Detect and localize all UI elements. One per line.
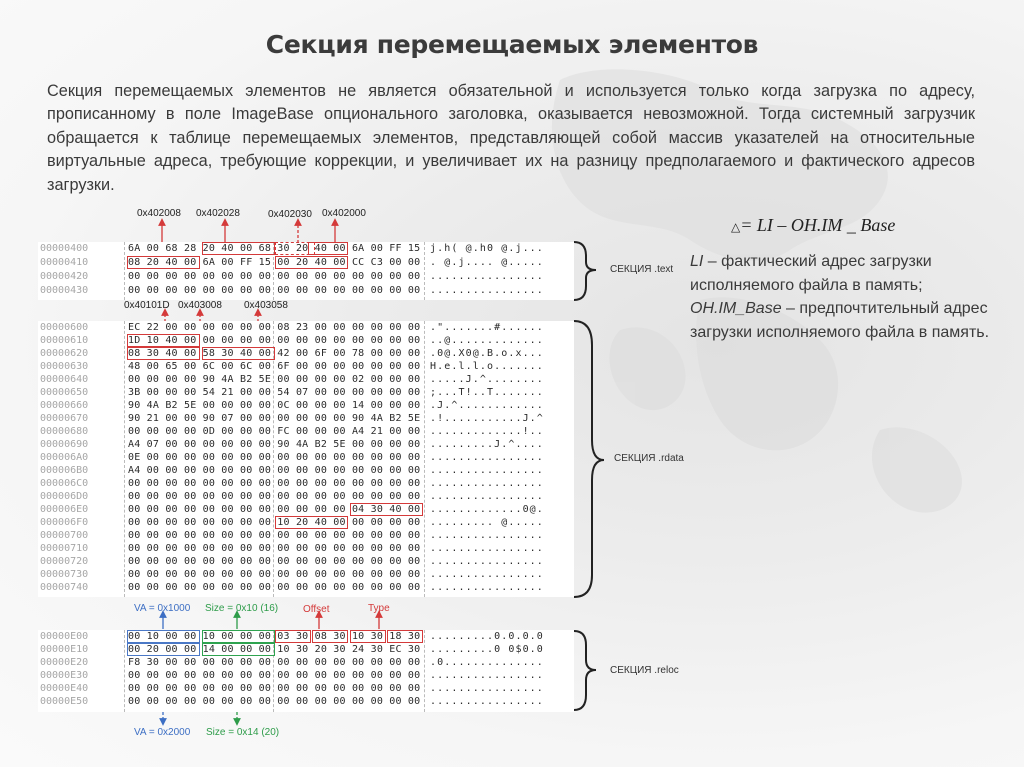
label-type: Type bbox=[368, 603, 390, 614]
oh-text: – предпочтительный адрес загрузки исполняемого файла в память. bbox=[690, 300, 990, 341]
text-section-dump: 00000400 6A 00 68 28 20 40 00 68 30 20 40 00 6A 00 FF 15 j.h( @.h0 @.j... 00000410 08 20 40 00 6A 00 FF 15 00 20 40 00 CC C3 00 00 . @.j.... @..... 00000420 00 00 00 00 00 00 00 00 00 00 00 00 00 00 00 00 ................ 00000430 00 00 00 00 00 00 00 00 00 00 00 00 00 00 00 00 ................ bbox=[38, 242, 574, 300]
highlight-box bbox=[275, 630, 311, 643]
label-va-bottom: VA = 0x2000 bbox=[134, 727, 191, 738]
highlight-box bbox=[127, 347, 200, 360]
label-size-top: Size = 0x10 (16) bbox=[205, 603, 279, 614]
label-0x402030: 0x402030 bbox=[268, 209, 312, 220]
size-box bbox=[202, 630, 275, 643]
highlight-box bbox=[312, 630, 348, 643]
highlight-box bbox=[275, 516, 348, 529]
va-box bbox=[127, 643, 200, 656]
highlight-box bbox=[275, 256, 348, 269]
highlight-box bbox=[127, 334, 200, 347]
label-0x403008: 0x403008 bbox=[178, 300, 222, 311]
highlight-box bbox=[350, 503, 423, 516]
highlight-box bbox=[127, 256, 200, 269]
label-0x402000: 0x402000 bbox=[322, 208, 366, 219]
size-box bbox=[202, 643, 275, 656]
formula-legend bbox=[690, 250, 990, 344]
label-0x402008: 0x402008 bbox=[137, 208, 181, 219]
rdata-section-dump: 00000600 EC 22 00 00 00 00 00 00 08 23 00 00 00 00 00 00 .".......#...... 00000610 1D 10 40 00 00 00 00 00 00 00 00 00 00 00 00 00 ..@............. 00000620 08 30 40 00 58 30 40 00 42 00 6F 00 78 00 00 00 .0@.X0@.B.o.x... 00000630 48 00 65 00 6C 00 6C 00 6F 00 00 00 00 00 00 00 H.e.l.l.o....... 00000640 00 00 00 00 90 4A B2 5E 00 00 00 00 02 00 00 00 .....J.^........ 00000650 3B 00 00 00 54 21 00 00 54 07 00 00 00 00 00 00 ;...T!..T....... 00000660 90 4A B2 5E 00 00 00 00 0C 00 00 00 14 00 00 00 .J.^............ 00000670 90 21 00 00 90 07 00 00 00 00 00 00 90 4A B2 5E .!...........J.^ 00000680 00 00 00 00 0D 00 00 00 FC 00 00 00 A4 21 00 00 .............!.. 00000690 A4 07 00 00 00 00 00 00 90 4A B2 5E 00 00 00 00 .........J.^.... 000006A0 0E 00 00 00 00 00 00 00 00 00 00 00 00 00 00 00 ................ 000006B0 A4 00 00 00 00 00 00 00 00 00 00 00 00 00 00 00 ................ 000006C0 00 00 00 00 00 00 00 00 00 00 00 00 00 00 00 00 ................ 000006D0 00 00 00 00 00 00 00 00 00 00 00 00 00 00 00 00 ................ 000006E0 00 00 00 00 00 00 00 00 00 00 00 00 04 30 40 00 .............0@. 000006F0 00 00 00 00 00 00 00 00 10 20 40 00 00 00 00 00 ......... @..... 00000700 00 00 00 00 00 00 00 00 00 00 00 00 00 00 00 00 ................ 00000710 00 00 00 00 00 00 00 00 00 00 00 00 00 00 00 00 ................ 00000720 00 00 00 00 00 00 00 00 00 00 00 00 00 00 00 00 ................ 00000730 00 00 00 00 00 00 00 00 00 00 00 00 00 00 00 00 ................ 00000740 00 00 00 00 00 00 00 00 00 00 00 00 00 00 00 00 ................ bbox=[38, 321, 574, 597]
oh-term: OH.IM_Base bbox=[690, 300, 782, 317]
label-va-top: VA = 0x1000 bbox=[134, 603, 191, 614]
highlight-box bbox=[202, 347, 275, 360]
highlight-box bbox=[308, 242, 348, 255]
label-0x403058: 0x403058 bbox=[244, 300, 288, 311]
label-0x402028: 0x402028 bbox=[196, 208, 240, 219]
section-label-rdata: СЕКЦИЯ .rdata bbox=[614, 453, 684, 464]
section-label-reloc: СЕКЦИЯ .reloc bbox=[610, 665, 679, 676]
highlight-box bbox=[202, 242, 275, 255]
label-offset: Offset bbox=[303, 604, 330, 615]
reloc-section-dump: 00000E00 00 10 00 00 10 00 00 00 03 30 08 30 10 30 18 30 .........0.0.0.0 00000E10 00 20 00 00 14 00 00 00 10 30 20 30 24 30 EC 30 .........0 0$0.0 00000E20 F8 30 00 00 00 00 00 00 00 00 00 00 00 00 00 00 .0.............. 00000E30 00 00 00 00 00 00 00 00 00 00 00 00 00 00 00 00 ................ 00000E40 00 00 00 00 00 00 00 00 00 00 00 00 00 00 00 00 ................ 00000E50 00 00 00 00 00 00 00 00 00 00 00 00 00 00 00 00 ................ bbox=[38, 630, 574, 712]
delta-formula: △= LI – OH.IM _ Base bbox=[731, 215, 896, 235]
va-box bbox=[127, 630, 200, 643]
highlight-box bbox=[350, 630, 386, 643]
li-term: LI bbox=[690, 253, 704, 270]
intro-paragraph: Секция перемещаемых элементов не является обязательной и используется только когда загрузка по адресу, прописанному в поле ImageBase опционального заголовка, оказывается невозможной. Тогда системный загрузчик обращается к таблице перемещаемых элементов, представляющей собой массив указателей на относительные виртуальные адреса, требующие коррекции, и увеличивает их на разницу предполагаемого и фактического адресов загрузки. bbox=[47, 82, 975, 194]
page-title: Секция перемещаемых элементов bbox=[265, 30, 759, 59]
section-label-text: СЕКЦИЯ .text bbox=[610, 264, 674, 275]
label-size-bottom: Size = 0x14 (20) bbox=[206, 727, 280, 738]
label-0x40101D: 0x40101D bbox=[124, 300, 170, 311]
li-text: – фактический адрес загрузки исполняемого файла в память; bbox=[690, 253, 932, 294]
highlight-box bbox=[387, 630, 423, 643]
